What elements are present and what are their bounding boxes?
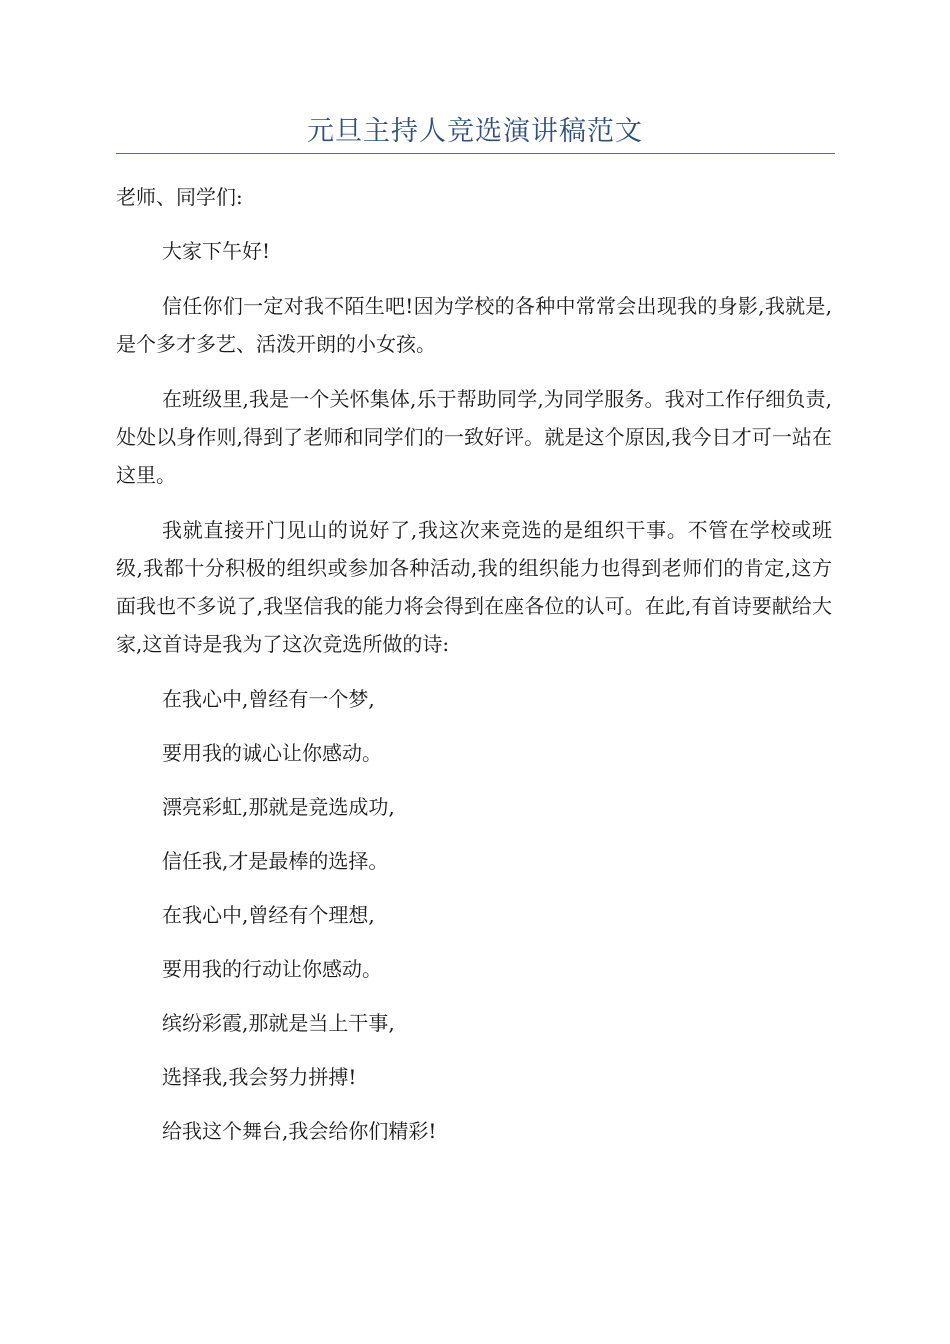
body-paragraph: 信任你们一定对我不陌生吧!因为学校的各种中常常会出现我的身影,我就是,是个多才多艺、活泼开朗的小女孩。 xyxy=(116,294,832,356)
body-paragraph: 我就直接开门见山的说好了,我这次来竞选的是组织干事。不管在学校或班级,我都十分积极的组织或参加各种活动,我的组织能力也得到老师们的肯定,这方面我也不多说了,我坚信我的能力将会得到在座各位的认可。在此,有首诗要献给大家,这首诗是我为了这次竞选所做的诗: xyxy=(116,518,832,656)
greeting-paragraph: 大家下午好! xyxy=(162,239,271,263)
poem-line: 漂亮彩虹,那就是竞选成功, xyxy=(162,795,395,819)
document-title: 元旦主持人竞选演讲稿范文 xyxy=(307,116,643,147)
salutation: 老师、同学们: xyxy=(116,185,243,209)
poem-line: 选择我,我会努力拼搏! xyxy=(162,1065,357,1089)
poem-line: 缤纷彩霞,那就是当上干事, xyxy=(162,1011,395,1035)
title-underline xyxy=(116,153,835,154)
poem-line: 要用我的行动让你感动。 xyxy=(162,957,382,981)
poem-line: 在我心中,曾经有一个梦, xyxy=(162,687,375,711)
document-body xyxy=(116,178,832,1166)
poem-line: 信任我,才是最棒的选择。 xyxy=(162,849,389,873)
poem-line: 给我这个舞台,我会给你们精彩! xyxy=(162,1119,437,1143)
poem-line: 要用我的诚心让你感动。 xyxy=(162,741,382,765)
body-paragraph: 在班级里,我是一个关怀集体,乐于帮助同学,为同学服务。我对工作仔细负责,处处以身作则,得到了老师和同学们的一致好评。就是这个原因,我今日才可一站在这里。 xyxy=(116,387,832,487)
poem-line: 在我心中,曾经有个理想, xyxy=(162,903,375,927)
